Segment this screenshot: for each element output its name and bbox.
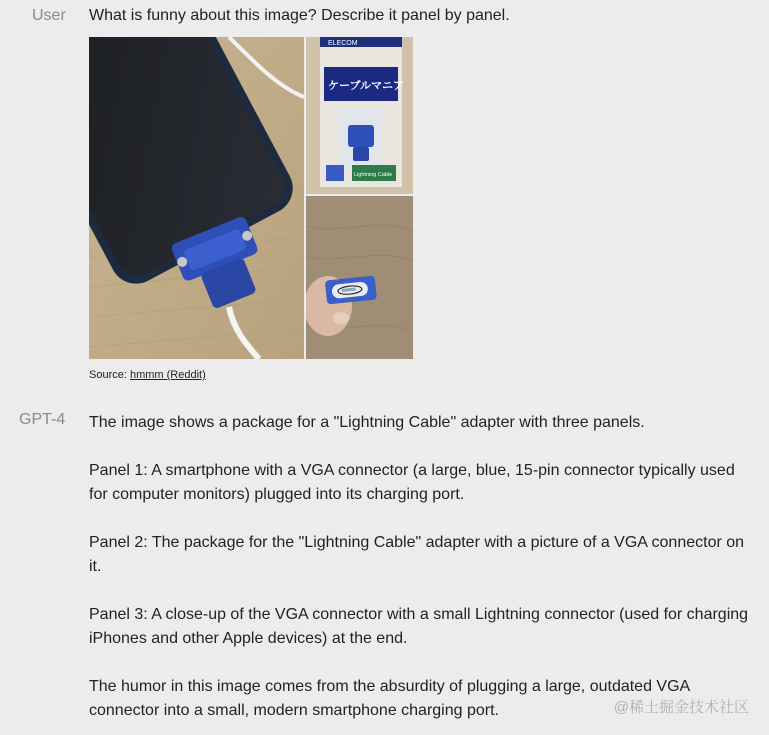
answer-paragraph-panel-3: Panel 3: A close-up of the VGA connector with a small Lightning connector (used for charging iPhones and other Apple devices) at the end.: [89, 606, 749, 647]
answer-paragraph-intro: The image shows a package for a "Lightning Cable" adapter with three panels.: [89, 414, 645, 431]
image-panel-3-closeup: [306, 196, 413, 359]
answer-paragraph-humor: The humor in this image comes from the absurdity of plugging a large, outdated VGA connector into a small, modern smartphone charging port.: [89, 678, 690, 719]
source-link[interactable]: hmmm (Reddit): [129, 369, 206, 381]
image-panel-2-package: [306, 37, 413, 194]
assistant-answer: [89, 411, 749, 735]
image-panel-1-phone-vga: [89, 37, 304, 359]
answer-paragraph-panel-1: Panel 1: A smartphone with a VGA connector (a large, blue, 15-pin connector typically used for computer monitors) plugged into its charging port.: [89, 462, 735, 503]
assistant-label: GPT-4: [19, 411, 66, 428]
answer-paragraph-panel-2: Panel 2: The package for the "Lightning Cable" adapter with a picture of a VGA connector on it.: [89, 534, 745, 575]
package-label-text: Lightning Cable: [354, 172, 393, 178]
user-prompt: What is funny about this image? Describe it panel by panel.: [89, 7, 510, 24]
watermark-text: @稀土掘金技术社区: [613, 699, 749, 716]
source-prefix: Source:: [89, 369, 130, 381]
package-title-text: ケーブルマニア: [328, 79, 405, 92]
image-source: [89, 369, 206, 381]
user-label: User: [32, 7, 66, 24]
package-brand-text: ELECOM: [328, 40, 358, 47]
